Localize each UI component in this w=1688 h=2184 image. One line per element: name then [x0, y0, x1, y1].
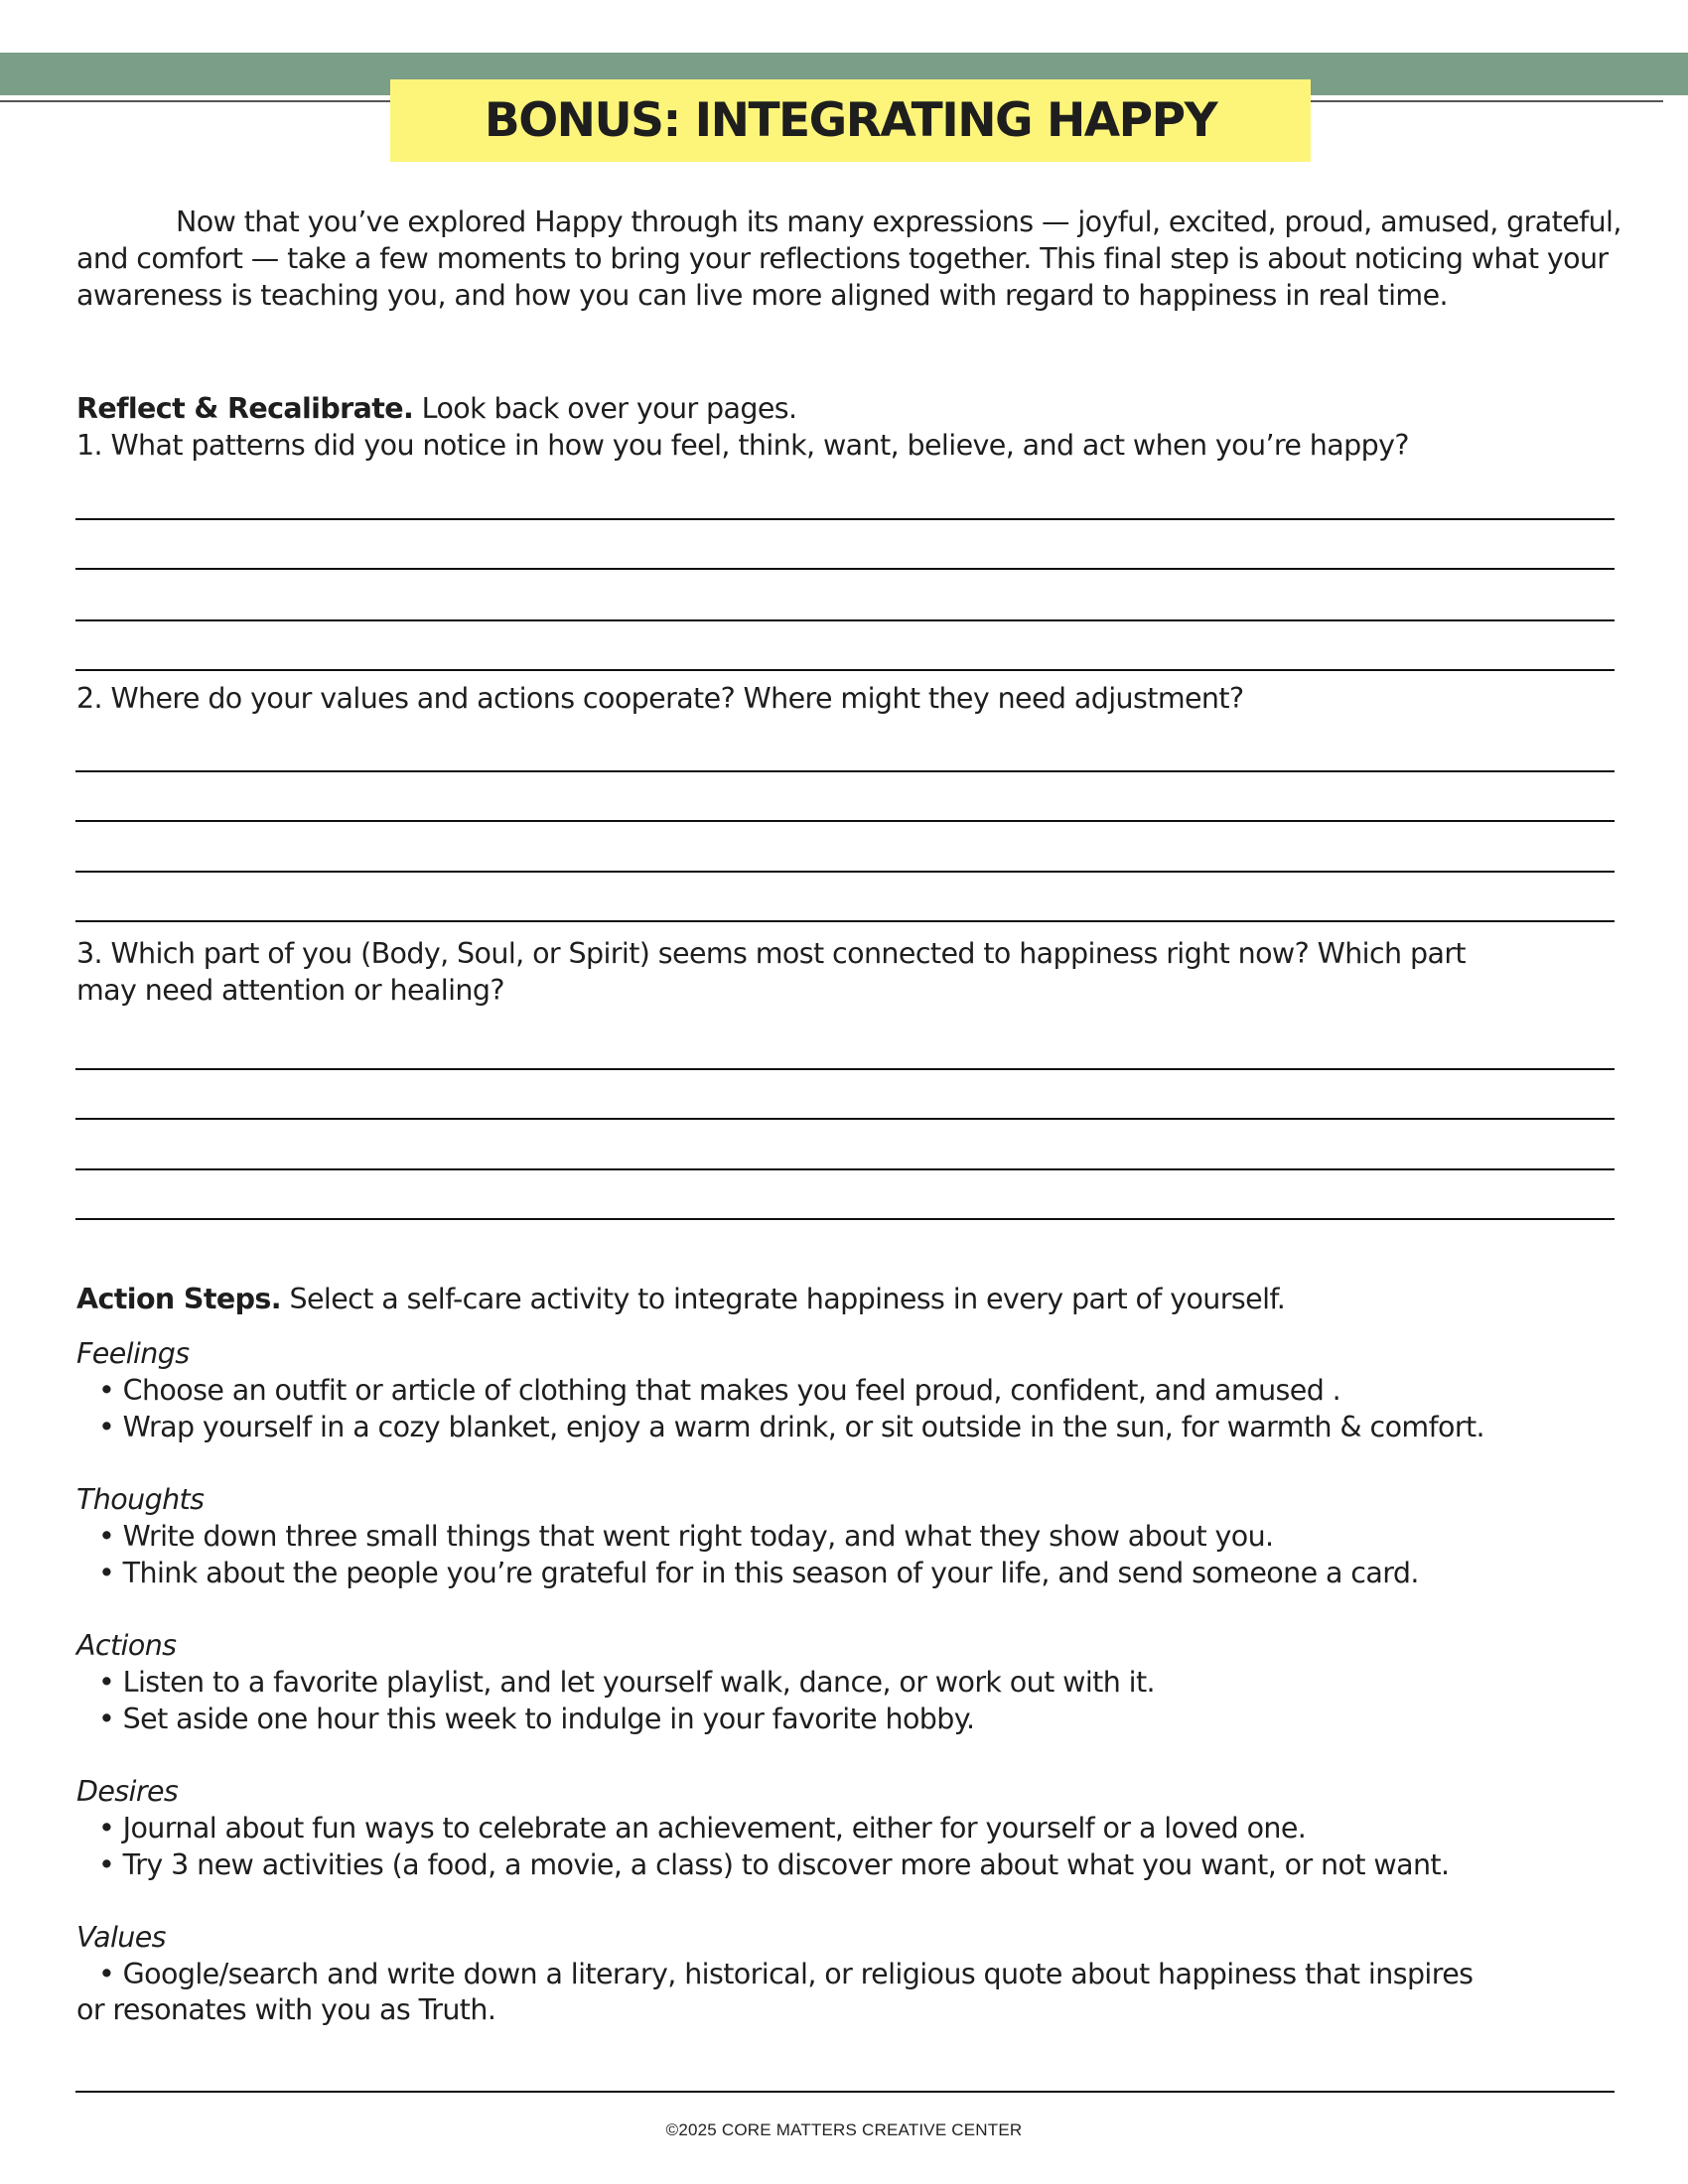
list-item: • Set aside one hour this week to indulge in your favorite hobby. — [98, 1703, 975, 1735]
answer-line[interactable] — [75, 871, 1615, 873]
answer-line[interactable] — [75, 568, 1615, 570]
list-item: • Google/search and write down a literary, historical, or religious quote about happiness that inspires — [98, 1958, 1474, 1990]
reflect-heading — [76, 390, 797, 427]
answer-line[interactable] — [75, 820, 1615, 822]
intro-paragraph: Now that you’ve explored Happy through its many expressions — joyful, excited, proud, amused, grateful, and comfort — take a few moments to bring your reflections together. This final step is about noticing what your awareness is teaching you, and how you can live more aligned with regard to happiness in real time. — [76, 205, 1621, 312]
answer-line[interactable] — [75, 1118, 1615, 1120]
list-item: • Journal about fun ways to celebrate an achievement, either for yourself or a loved one. — [98, 1812, 1307, 1844]
action-steps-heading — [76, 1281, 1285, 1317]
title-banner — [390, 79, 1311, 162]
reflect-text: Look back over your pages. — [413, 392, 797, 425]
category-feelings: Feelings — [76, 1337, 190, 1370]
question-3-continuation: may need attention or healing? — [76, 974, 504, 1007]
question-3: 3. Which part of you (Body, Soul, or Spirit) seems most connected to happiness right now? Which part — [76, 937, 1467, 970]
category-values: Values — [76, 1921, 166, 1954]
question-2: 2. Where do your values and actions cooperate? Where might they need adjustment? — [76, 682, 1244, 715]
list-item-continuation: or resonates with you as Truth. — [76, 1993, 496, 2026]
answer-line[interactable] — [75, 920, 1615, 922]
category-actions: Actions — [76, 1629, 177, 1662]
answer-line[interactable] — [75, 518, 1615, 520]
list-item: • Write down three small things that went right today, and what they show about you. — [98, 1520, 1274, 1553]
answer-line[interactable] — [75, 1068, 1615, 1070]
answer-line[interactable] — [75, 1168, 1615, 1170]
list-item: • Wrap yourself in a cozy blanket, enjoy a warm drink, or sit outside in the sun, for warmth & comfort. — [98, 1411, 1484, 1443]
page-title: BONUS: INTEGRATING HAPPY — [484, 93, 1217, 148]
list-item: • Choose an outfit or article of clothing that makes you feel proud, confident, and amused . — [98, 1374, 1341, 1407]
footer-rule — [75, 2091, 1615, 2093]
reflect-lead: Reflect & Recalibrate. — [76, 392, 414, 425]
answer-line[interactable] — [75, 619, 1615, 621]
category-thoughts: Thoughts — [76, 1483, 205, 1516]
list-item: • Think about the people you’re grateful for in this season of your life, and send someone a card. — [98, 1557, 1419, 1589]
action-steps-lead: Action Steps. — [76, 1283, 282, 1315]
question-1: 1. What patterns did you notice in how you feel, think, want, believe, and act when you’re happy? — [76, 429, 1409, 462]
category-desires: Desires — [76, 1775, 179, 1808]
list-item: • Listen to a favorite playlist, and let yourself walk, dance, or work out with it. — [98, 1666, 1156, 1699]
answer-line[interactable] — [75, 1218, 1615, 1220]
action-steps-text: Select a self-care activity to integrate happiness in every part of yourself. — [281, 1283, 1286, 1315]
copyright: ©2025 CORE MATTERS CREATIVE CENTER — [665, 2120, 1023, 2139]
answer-line[interactable] — [75, 770, 1615, 772]
list-item: • Try 3 new activities (a food, a movie, a class) to discover more about what you want, or not want. — [98, 1848, 1450, 1881]
answer-line[interactable] — [75, 669, 1615, 671]
